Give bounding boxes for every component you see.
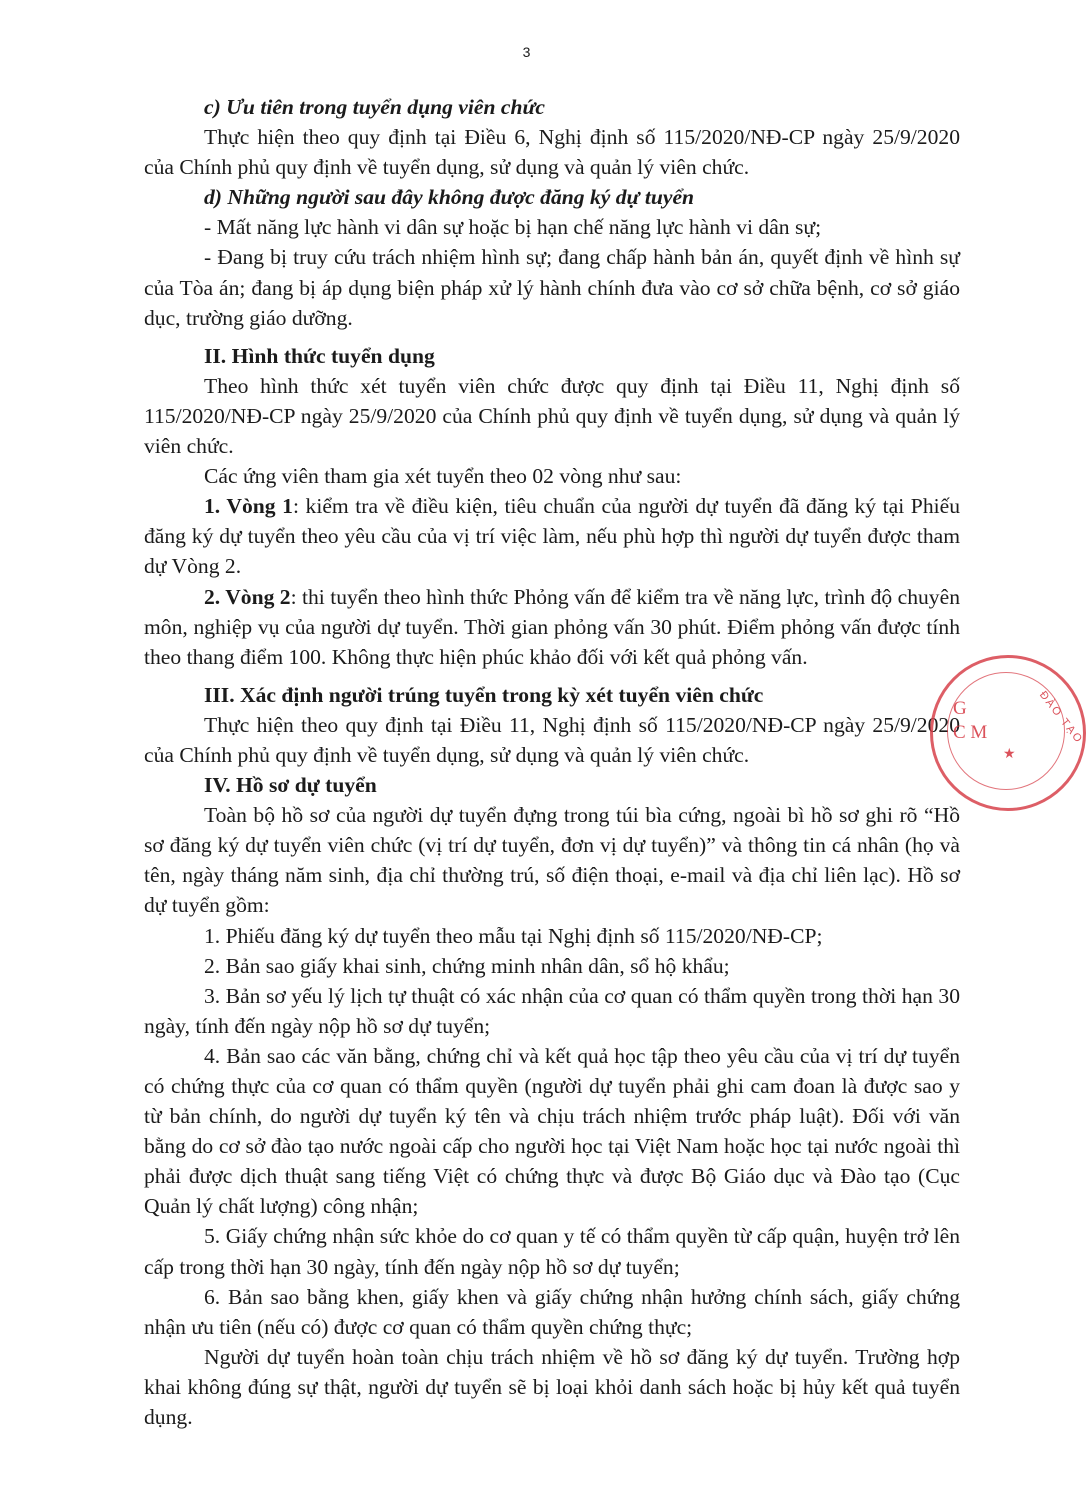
official-seal	[930, 655, 1086, 811]
paragraph: Toàn bộ hồ sơ của người dự tuyển đựng trong túi bìa cứng, ngoài bì hồ sơ ghi rõ “Hồ sơ đăng ký dự tuyển viên chức (vị trí dự tuyển, đơn vị dự tuyển)” và thông tin cá nhân (họ và tên, ngày tháng năm sinh, địa chỉ thường trú, số điện thoại, e-mail và địa chỉ liên lạc). Hồ sơ dự tuyển gồm:	[144, 803, 960, 918]
seal-star-icon: ★	[1003, 747, 1016, 762]
paragraph: 4. Bản sao các văn bằng, chứng chỉ và kết quả học tập theo yêu cầu của vị trí dự tuyển có chứng thực của cơ quan có thẩm quyền (người dự tuyển phải ghi cam đoan là được sao y từ bản chính, do người dự tuyển ký tên và chịu trách nhiệm trước pháp luật). Đối với văn bằng do cơ sở đào tạo nước ngoài cấp cho người học tại Việt Nam hoặc học tại nước ngoài thì phải được dịch thuật sang tiếng Việt có chứng thực và được Bộ Giáo dục và Đào tạo (Cục Quản lý chất lượng) công nhận;	[144, 1043, 960, 1219]
seal-text-line2: C M	[953, 722, 988, 743]
round-label: 2. Vòng 2	[204, 584, 291, 609]
paragraph: - Mất năng lực hành vi dân sự hoặc bị hạn chế năng lực hành vi dân sự;	[204, 215, 822, 240]
section-heading: III. Xác định người trúng tuyển trong kỳ xét tuyển viên chức	[204, 682, 764, 707]
section-heading: IV. Hồ sơ dự tuyển	[204, 773, 377, 798]
section-heading: II. Hình thức tuyển dụng	[204, 343, 435, 368]
paragraph: Theo hình thức xét tuyển viên chức được quy định tại Điều 11, Nghị định số 115/2020/NĐ-CP ngày 25/9/2020 của Chính phủ quy định về tuyển dụng, sử dụng và quản lý viên chức.	[144, 373, 960, 459]
page-number: 3	[522, 44, 531, 60]
paragraph: Thực hiện theo quy định tại Điều 6, Nghị định số 115/2020/NĐ-CP ngày 25/9/2020 của Chính phủ quy định về tuyển dụng, sử dụng và quản lý viên chức.	[144, 125, 960, 180]
paragraph: 6. Bản sao bằng khen, giấy khen và giấy chứng nhận hưởng chính sách, giấy chứng nhận ưu tiên (nếu có) được cơ quan có thẩm quyền chứng thực;	[144, 1284, 960, 1339]
section-heading: c) Ưu tiên trong tuyển dụng viên chức	[204, 95, 545, 119]
round-label: 1. Vòng 1	[204, 494, 293, 519]
paragraph: 2. Vòng 2: thi tuyển theo hình thức Phỏng vấn để kiểm tra về năng lực, trình độ chuyên môn, nghiệp vụ của người dự tuyển. Thời gian phỏng vấn 30 phút. Điểm phỏng vấn được tính theo thang điểm 100. Không thực hiện phúc khảo đối với kết quả phỏng vấn.	[144, 584, 960, 669]
document-body	[144, 92, 960, 1432]
seal-text-line1: G	[953, 698, 967, 719]
seal-ring-text: ĐÀO TẠO	[1036, 689, 1086, 747]
paragraph: 1. Vòng 1: kiểm tra về điều kiện, tiêu chuẩn của người dự tuyển đã đăng ký tại Phiếu đăng ký dự tuyển theo yêu cầu của vị trí việc làm, nếu phù hợp thì người dự tuyển được tham dự Vòng 2.	[144, 494, 960, 579]
paragraph: - Đang bị truy cứu trách nhiệm hình sự; đang chấp hành bản án, quyết định về hình sự của Tòa án; đang bị áp dụng biện pháp xử lý hành chính đưa vào cơ sở chữa bệnh, cơ sở giáo dục, trường giáo dưỡng.	[144, 245, 960, 330]
paragraph: 1. Phiếu đăng ký dự tuyển theo mẫu tại Nghị định số 115/2020/NĐ-CP;	[204, 923, 823, 948]
paragraph: 5. Giấy chứng nhận sức khỏe do cơ quan y tế có thẩm quyền từ cấp quận, huyện trở lên cấp trong thời hạn 30 ngày, tính đến ngày nộp hồ sơ dự tuyển;	[144, 1224, 960, 1279]
paragraph: Thực hiện theo quy định tại Điều 11, Nghị định số 115/2020/NĐ-CP ngày 25/9/2020 của Chính phủ quy định về tuyển dụng, sử dụng và quản lý viên chức.	[144, 712, 960, 767]
paragraph: 2. Bản sao giấy khai sinh, chứng minh nhân dân, sổ hộ khẩu;	[204, 953, 730, 978]
paragraph: Các ứng viên tham gia xét tuyển theo 02 vòng như sau:	[204, 464, 682, 489]
paragraph: 3. Bản sơ yếu lý lịch tự thuật có xác nhận của cơ quan có thẩm quyền trong thời hạn 30 ngày, tính đến ngày nộp hồ sơ dự tuyển;	[144, 983, 960, 1038]
paragraph: Người dự tuyển hoàn toàn chịu trách nhiệm về hồ sơ đăng ký dự tuyển. Trường hợp khai không đúng sự thật, người dự tuyển sẽ bị loại khỏi danh sách hoặc bị hủy kết quả tuyển dụng.	[144, 1344, 960, 1430]
section-heading: d) Những người sau đây không được đăng ký dự tuyển	[204, 185, 695, 210]
